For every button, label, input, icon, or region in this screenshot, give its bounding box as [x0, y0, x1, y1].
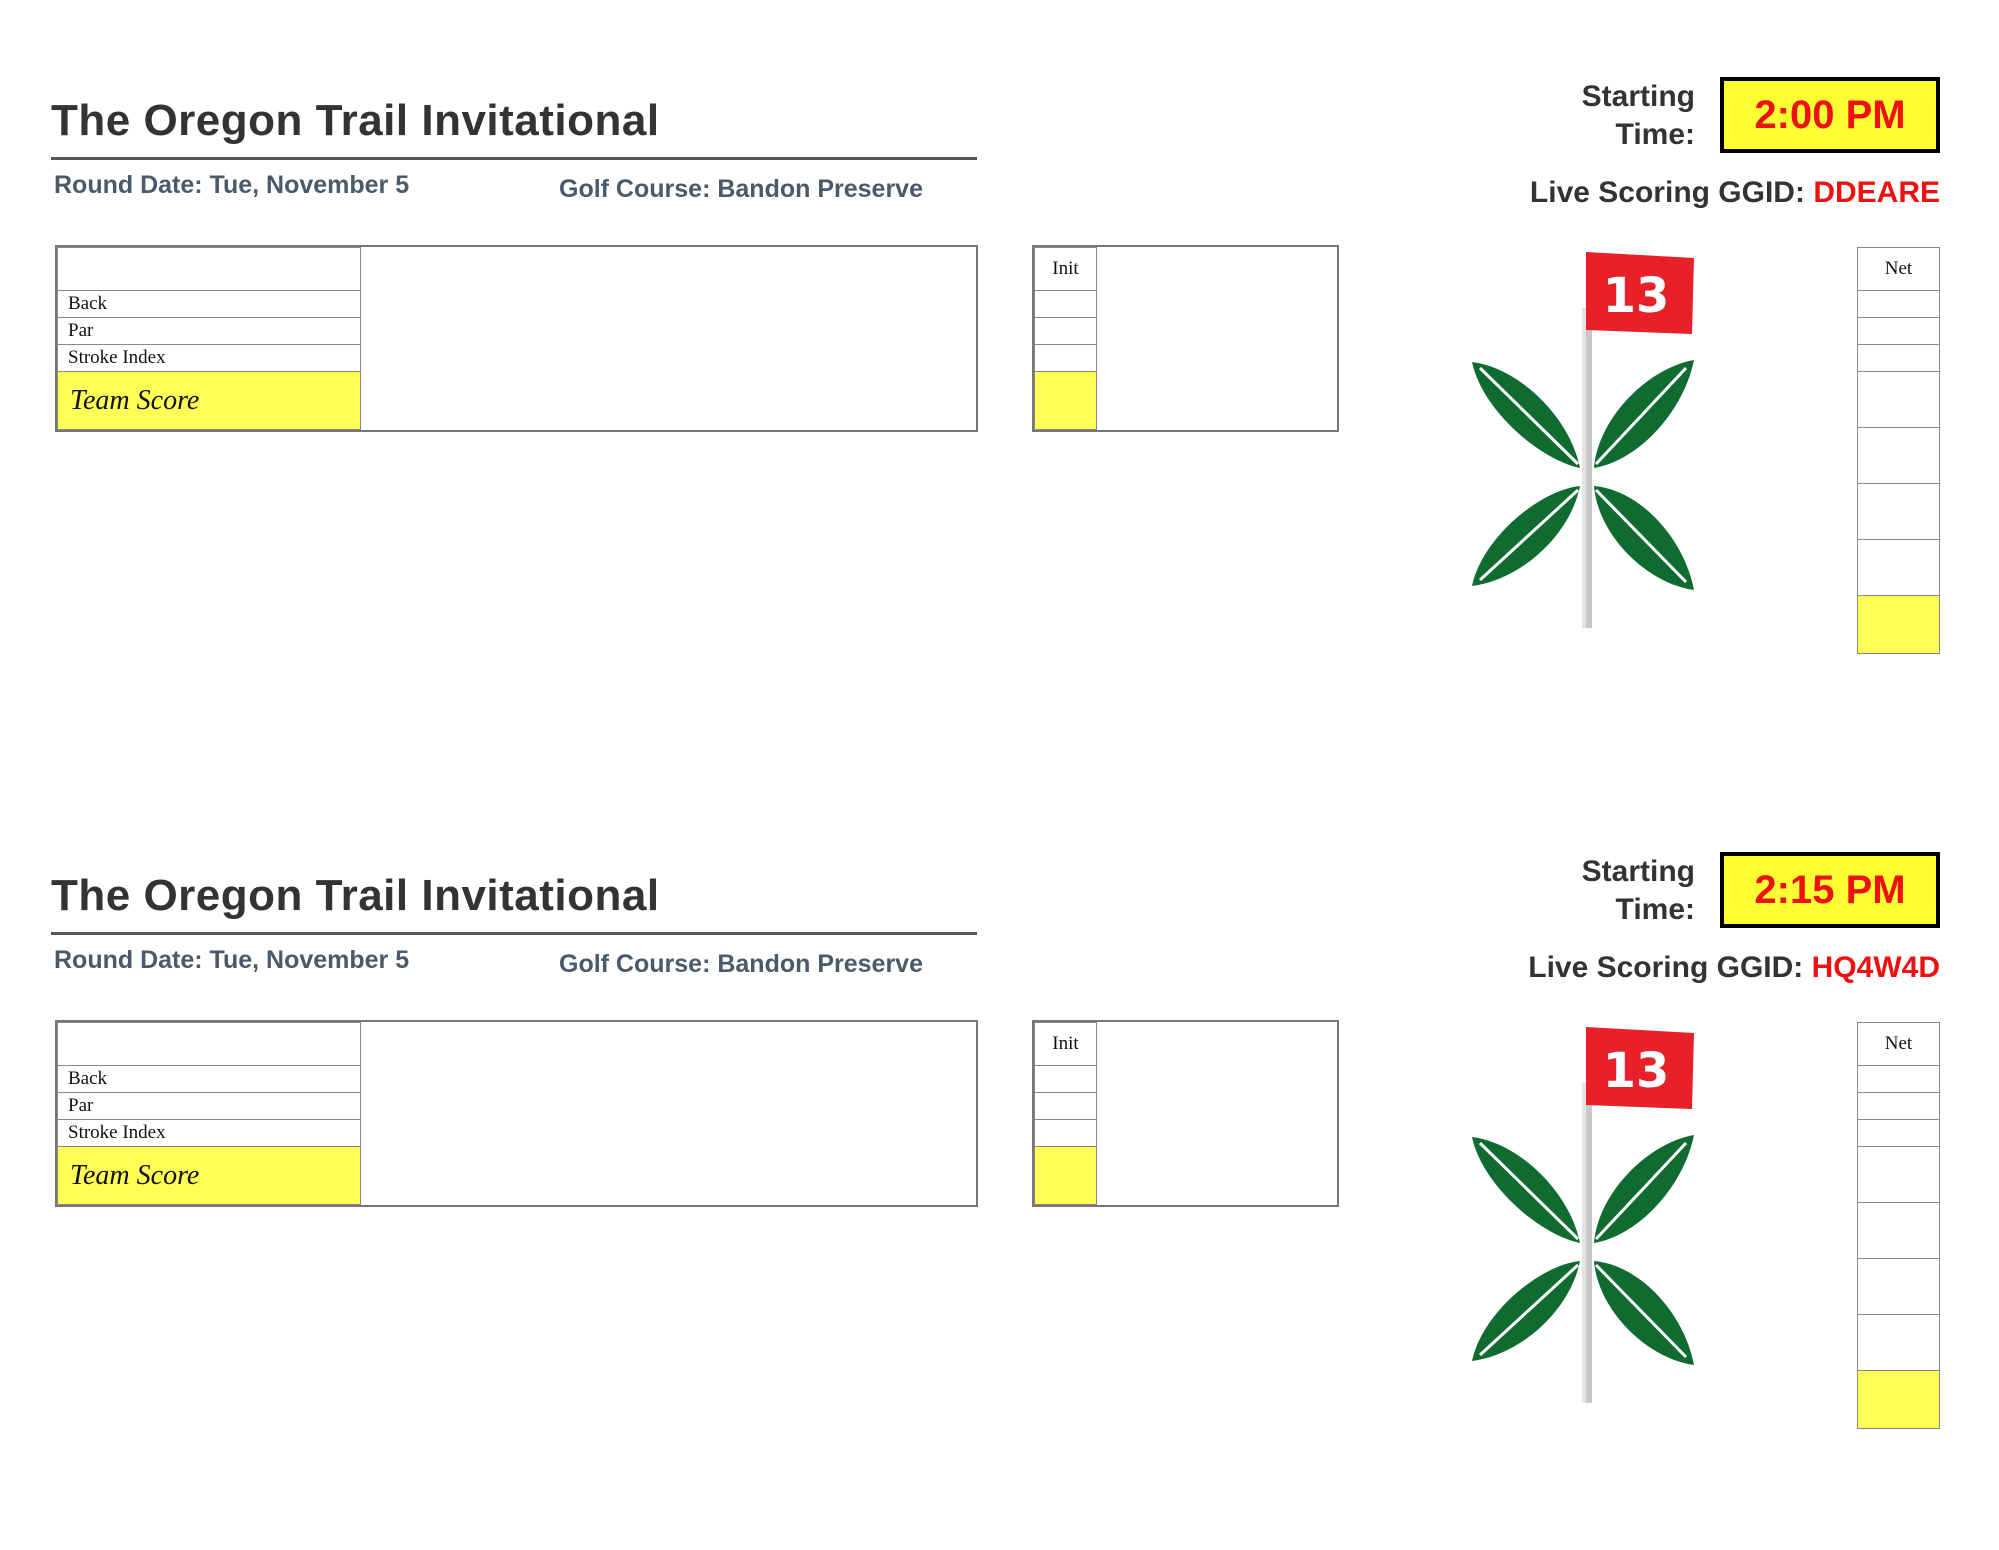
net-cell [1858, 372, 1940, 428]
golf-course: Golf Course: Bandon Preserve [559, 950, 923, 978]
starting-time-label [1560, 78, 1695, 154]
flag-number: 13 [1602, 268, 1670, 324]
hole-header-row [58, 248, 976, 291]
blank-cell [1035, 291, 1097, 318]
leaf-logo-icon [1470, 250, 1710, 630]
net-cell [1858, 1203, 1940, 1259]
front-nine-table [57, 1022, 976, 1205]
blank-cell [1035, 1093, 1097, 1120]
starting-time-label-line2: Time: [1615, 893, 1695, 926]
back-tees-row [1035, 1066, 1337, 1093]
back-hole-header-row [1035, 248, 1337, 291]
net-cell [1858, 1259, 1940, 1315]
stroke-index-row [1035, 1120, 1337, 1147]
front-nine-table [57, 247, 976, 430]
par-label: Par [58, 318, 361, 345]
init-header: Init [1035, 248, 1097, 291]
back-tees-row [1035, 291, 1337, 318]
ggid-code: DDEARE [1813, 176, 1940, 209]
blank-cell [1035, 318, 1097, 345]
event-title: The Oregon Trail Invitational [51, 871, 660, 920]
back-tees-row [58, 291, 976, 318]
title-divider [51, 932, 977, 935]
net-table [1857, 247, 1940, 654]
net-cell [1858, 1066, 1940, 1093]
back-label: Back [58, 1066, 361, 1093]
stroke-index-row [1035, 345, 1337, 372]
par-label: Par [58, 1093, 361, 1120]
round-date: Round Date: Tue, November 5 [54, 946, 410, 974]
round-date: Round Date: Tue, November 5 [54, 171, 410, 199]
stroke-index-row [58, 345, 976, 372]
team-score-cell [1035, 1147, 1097, 1205]
net-cell [1858, 540, 1940, 596]
back-label: Back [58, 291, 361, 318]
event-title: The Oregon Trail Invitational [51, 96, 660, 145]
net-cell [1858, 1093, 1940, 1120]
ggid-label: Live Scoring GGID: [1529, 176, 1805, 209]
live-scoring-ggid [1528, 951, 1940, 985]
blank-cell [1035, 345, 1097, 372]
flag-number: 13 [1602, 1043, 1670, 1099]
scorecard [0, 775, 1999, 1550]
stroke-index-label: Stroke Index [58, 1120, 361, 1147]
title-divider [51, 157, 977, 160]
init-header: Init [1035, 1023, 1097, 1066]
ggid-code: HQ4W4D [1811, 951, 1940, 984]
net-header: Net [1858, 248, 1940, 291]
starting-time-label-line1: Starting [1581, 855, 1695, 888]
net-cell [1858, 428, 1940, 484]
leaf-logo-icon [1470, 1025, 1710, 1405]
starting-time-value: 2:00 PM [1720, 77, 1940, 153]
blank-cell [1035, 1120, 1097, 1147]
stroke-index-row [58, 1120, 976, 1147]
starting-time-value: 2:15 PM [1720, 852, 1940, 928]
team-score-row [1035, 372, 1337, 430]
net-table [1857, 1022, 1940, 1429]
live-scoring-ggid [1530, 176, 1940, 210]
back-hole-header-row [1035, 1023, 1337, 1066]
net-header: Net [1858, 1023, 1940, 1066]
ggid-label: Live Scoring GGID: [1528, 951, 1804, 984]
blank-cell [1035, 1066, 1097, 1093]
net-cell [1858, 1147, 1940, 1203]
net-cell [1858, 1120, 1940, 1147]
team-score-row [58, 1147, 976, 1205]
hole-header-row [58, 1023, 976, 1066]
net-cell [1858, 345, 1940, 372]
par-row [1035, 1093, 1337, 1120]
net-cell [1858, 484, 1940, 540]
starting-time-label-line1: Starting [1581, 80, 1695, 113]
back-tees-row [58, 1066, 976, 1093]
team-score-row [1035, 1147, 1337, 1205]
blank-cell [58, 248, 361, 291]
par-row [58, 1093, 976, 1120]
starting-time-label-line2: Time: [1615, 118, 1695, 151]
golf-course: Golf Course: Bandon Preserve [559, 175, 923, 203]
net-cell [1858, 1315, 1940, 1371]
par-row [1035, 318, 1337, 345]
blank-cell [58, 1023, 361, 1066]
back-nine-table [1034, 247, 1337, 430]
team-score-label: Team Score [58, 1147, 361, 1205]
back-nine-table [1034, 1022, 1337, 1205]
stroke-index-label: Stroke Index [58, 345, 361, 372]
team-score-row [58, 372, 976, 430]
net-cell [1858, 318, 1940, 345]
team-score-cell [1035, 372, 1097, 430]
team-score-label: Team Score [58, 372, 361, 430]
net-team-cell [1858, 1371, 1940, 1429]
starting-time-label [1560, 853, 1695, 929]
net-team-cell [1858, 596, 1940, 654]
net-cell [1858, 291, 1940, 318]
par-row [58, 318, 976, 345]
